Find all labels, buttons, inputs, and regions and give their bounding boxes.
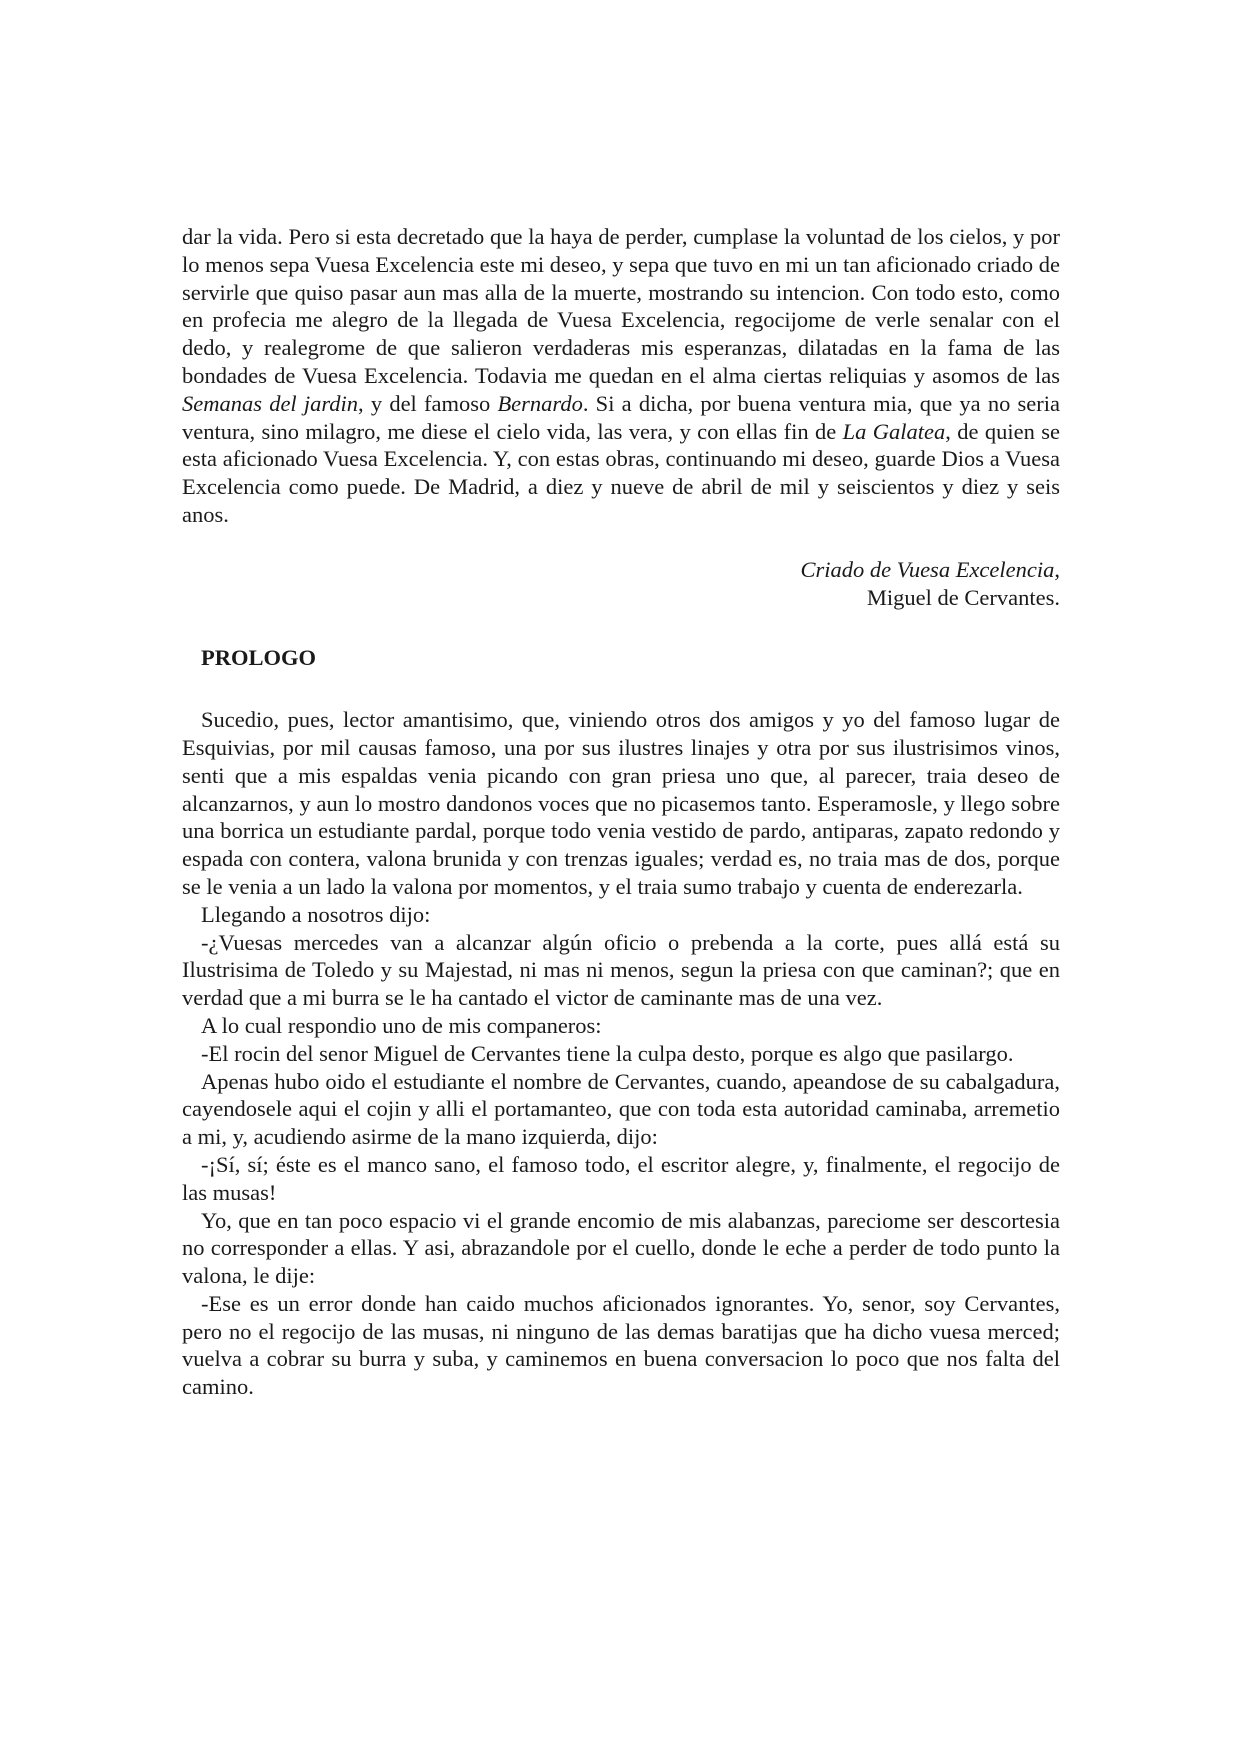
- section-heading-prologo: PROLOGO: [201, 645, 317, 671]
- closing-salutation: [182, 556, 1060, 584]
- dedication-text-4: , de quien se esta aficionado Vuesa Excelencia. Y, con estas obras, continuando mi deseo, guarde Dios a Vuesa Excelencia como puede. De Madrid, a diez y nueve de abril de mil y seiscientos y diez y seis anos.: [182, 418, 1060, 527]
- prologo-paragraph-6: Apenas hubo oido el estudiante el nombre de Cervantes, cuando, apeandose de su cabalgadura, cayendosele aqui el cojin y alli el portamanteo, que con toda esta autoridad caminaba, arremetio a mi, y, acudiendo asirme de la mano izquierda, dijo:: [182, 1068, 1060, 1150]
- prologo-paragraph-3: -¿Vuesas mercedes van a alcanzar algún oficio o prebenda a la corte, pues allá está su Ilustrisima de Toledo y su Majestad, ni mas ni menos, segun la priesa con que caminan?; que en verdad que a mi burra se le ha cantado el victor de caminante mas de una vez.: [182, 929, 1060, 1011]
- signature: Miguel de Cervantes.: [866, 584, 1060, 610]
- document-page: [182, 223, 1060, 1401]
- title-semanas-del-jardin: Semanas del jardin: [182, 390, 359, 416]
- dedication-paragraph: [182, 223, 1060, 529]
- prologo-paragraph-4: A lo cual respondio uno de mis companeros:: [201, 1012, 602, 1038]
- dedication-text-1: dar la vida. Pero si esta decretado que la haya de perder, cumplase la voluntad de los cielos, y por lo menos sepa Vuesa Excelencia este mi deseo, y sepa que tuvo en mi un tan aficionado criado de servirle que quiso pasar aun mas alla de la muerte, mostrando su intencion. Con todo esto, como en profecia me alegro de la llegada de Vuesa Excelencia, regocijome de verle senalar con el dedo, y realegrome de que salieron verdaderas mis esperanzas, dilatadas en la fama de las bondades de Vuesa Excelencia. Todavia me quedan en el alma ciertas reliquias y asomos de las: [182, 224, 1060, 388]
- dedication-closing: [182, 556, 1060, 612]
- dedication-text-2: , y del famoso: [358, 390, 498, 416]
- prologo-paragraph-8: Yo, que en tan poco espacio vi el grande encomio de mis alabanzas, pareciome ser descortesia no corresponder a ellas. Y asi, abrazandole por el cuello, donde le eche a perder de todo punto la valona, le dije:: [182, 1207, 1060, 1289]
- closing-comma: ,: [1054, 556, 1060, 582]
- dedication-text-3: . Si a dicha, por buena ventura mia, que ya no seria ventura, sino milagro, me diese el cielo vida, las vera, y con ellas fin de: [182, 390, 1060, 444]
- prologo-paragraph-1: Sucedio, pues, lector amantisimo, que, viniendo otros dos amigos y yo del famoso lugar de Esquivias, por mil causas famoso, una por sus ilustres linajes y otra por sus ilustrisimos vinos, senti que a mis espaldas venia picando con gran priesa uno que, al parecer, traia deseo de alcanzarnos, y aun lo mostro dandonos voces que no picasemos tanto. Esperamosle, y llego sobre una borrica un estudiante pardal, porque todo venia vestido de pardo, antiparas, zapato redondo y espada con contera, valona brunida y con trenzas iguales; verdad es, no traia mas de dos, porque se le venia a un lado la valona por momentos, y el traia sumo trabajo y cuenta de enderezarla.: [182, 707, 1060, 899]
- title-bernardo: Bernardo: [497, 390, 583, 416]
- prologo-paragraph-2: Llegando a nosotros dijo:: [201, 901, 431, 927]
- prologo-paragraph-9: -Ese es un error donde han caido muchos aficionados ignorantes. Yo, senor, soy Cervantes, pero no el regocijo de las musas, ni ninguno de las demas baratijas que ha dicho vuesa merced; vuelva a cobrar su burra y suba, y caminemos en buena conversacion lo poco que nos falta del camino.: [182, 1290, 1060, 1400]
- prologo-paragraph-5: -El rocin del senor Miguel de Cervantes tiene la culpa desto, porque es algo que pasilargo.: [201, 1040, 1014, 1066]
- prologo-paragraph-7: -¡Sí, sí; éste es el manco sano, el famoso todo, el escritor alegre, y, finalmente, el regocijo de las musas!: [182, 1151, 1060, 1205]
- closing-salutation-text: Criado de Vuesa Excelencia: [800, 556, 1055, 582]
- title-la-galatea: La Galatea: [842, 418, 946, 444]
